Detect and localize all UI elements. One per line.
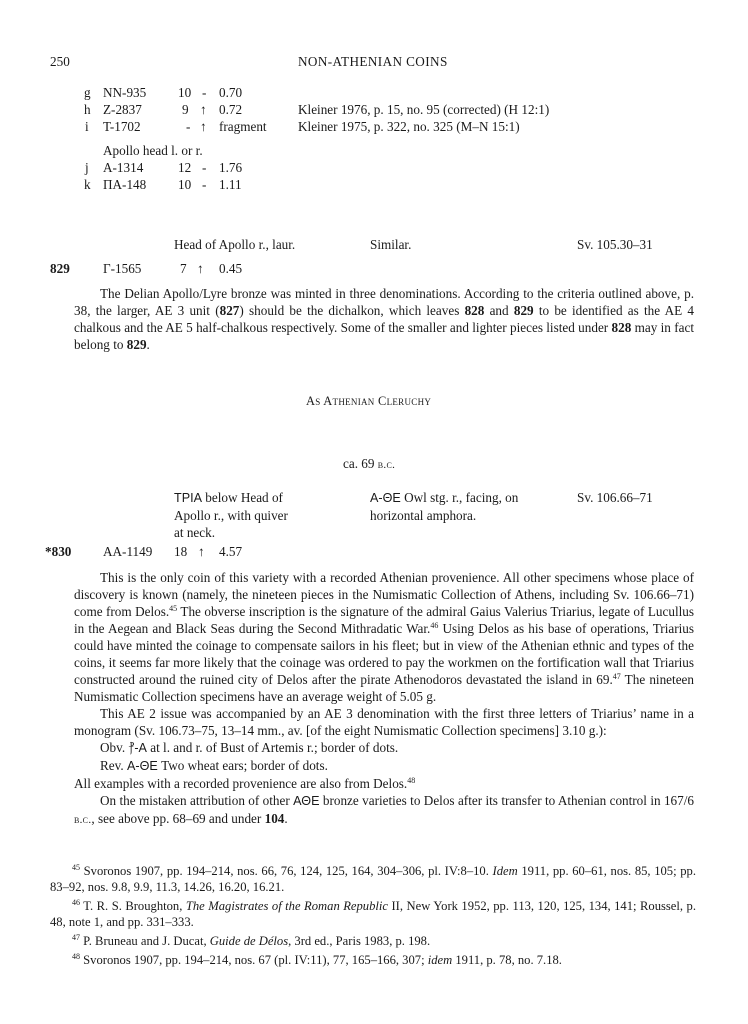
row-axis: - <box>186 119 191 134</box>
row-weight: 1.76 <box>219 160 243 175</box>
running-title: NON-ATHENIAN COINS <box>298 54 448 69</box>
row-id: Z-2837 <box>103 102 142 117</box>
row-letter: i <box>85 119 89 134</box>
row-id: NN-935 <box>103 85 147 100</box>
row-weight: 0.45 <box>219 261 243 276</box>
footnote-45: $^{45}$ Svoronos 1907, pp. 194–214, nos. 66, 76, 124, 125, 164, 304–306, pl. IV:8–10. Idem 1911, pp. 60–61, nos. 85, 105; pp. 83–92, nos. 9.8, 9.9, 11.3, 14.26, 16.20, 16.21. <box>50 863 696 894</box>
row-letter: g <box>84 85 91 100</box>
paragraph: On the mistaken attribution of other ΑΘΕ bronze varieties to Delos after its transfer to Athenian control in 167/6 b.c., see above pp. 68–69 and under 104. <box>74 793 694 826</box>
row-weight: 0.72 <box>219 102 243 117</box>
row-letter: h <box>84 102 91 117</box>
row-weight: fragment <box>219 119 267 134</box>
row-arrow: ↑ <box>200 119 207 134</box>
paragraph: This AE 2 issue was accompanied by an AE 3 denomination with the first three letters of Triarius’ name in a monogram (Sv. 106.73–75, 13–14 mm., av. [of the eight Numismatic Collection specimens] 3.10 g.): <box>74 706 694 738</box>
row-arrow: ↑ <box>197 261 204 276</box>
row-id: AA-1149 <box>103 544 153 559</box>
row-weight: 1.11 <box>219 177 242 192</box>
footnote-48: $^{48}$ Svoronos 1907, pp. 194–214, nos. 67 (pl. IV:11), 77, 165–166, 307; idem 1911, p. 78, no. 7.18. <box>72 952 562 967</box>
entry829-svoronos: Sv. 105.30–31 <box>577 237 653 252</box>
commentary-830 <box>74 569 694 829</box>
row-id: Γ-1565 <box>103 261 142 276</box>
row-arrow: - <box>202 160 207 175</box>
row-arrow: ↑ <box>198 544 205 559</box>
row-axis: 9 <box>182 102 189 117</box>
footnotes <box>50 863 696 971</box>
row-arrow: ↑ <box>200 102 207 117</box>
row-id: ΠΑ-148 <box>103 177 147 192</box>
entry-number: *830 <box>45 544 72 559</box>
row-arrow: - <box>202 177 207 192</box>
row-axis: 7 <box>180 261 187 276</box>
entry-number: 829 <box>50 261 70 276</box>
row-weight: 4.57 <box>219 544 243 559</box>
page-number: 250 <box>50 54 70 69</box>
row-weight: 0.70 <box>219 85 243 100</box>
row-letter: k <box>84 177 91 192</box>
row-reference: Kleiner 1975, p. 322, no. 325 (M–N 15:1) <box>298 119 520 134</box>
row-axis: 12 <box>178 160 192 175</box>
row-axis: 10 <box>178 177 192 192</box>
obverse-description: Obv. ⳨-Α at l. and r. of Bust of Artemis r.; border of dots. <box>100 740 399 755</box>
row-id: A-1314 <box>103 160 144 175</box>
row-arrow: - <box>202 85 207 100</box>
row-reference: Kleiner 1976, p. 15, no. 95 (corrected) (H 12:1) <box>298 102 550 117</box>
subhead-apollo: Apollo head l. or r. <box>103 143 203 158</box>
paragraph: All examples with a recorded provenience are also from Delos.$^{48}$ <box>74 776 416 791</box>
date-line: ca. 69 b.c. <box>343 456 396 471</box>
commentary-829 <box>74 285 694 353</box>
entry829-reverse: Similar. <box>370 237 412 252</box>
footnote-47: $^{47}$ P. Bruneau and J. Ducat, Guide de Délos, 3rd ed., Paris 1983, p. 198. <box>72 933 431 948</box>
entry829-obverse: Head of Apollo r., laur. <box>174 237 296 252</box>
section-title: As Athenian Cleruchy <box>306 394 432 408</box>
entry830-reverse: Α-ΘΕ Owl stg. r., facing, on horizontal amphora. <box>370 490 519 523</box>
paragraph: This is the only coin of this variety with a recorded Athenian provenience. All other specimens whose place of discovery is known (namely, the nineteen pieces in the Numismatic Collection of Athens, including Sv. 106.66–71) come from Delos.$^{45}$ The obverse inscription is the signature of the admiral Gaius Valerius Triarius, legate of Lucullus in the Aegean and Black Seas during the Second Mithradatic War.$^{46}$ Using Delos as his base of operations, Triarius could have minted the coinage to compensate sailors in his fleet; but in view of the Athenian ethnic and types of the coins, it seems far more likely that the coinage was ordered to pay the workmen on the fortification wall that Triarius constructed around the ruined city of Delos after the pirate Athenodoros devastated the island in 69.47 The nineteen Numismatic Collection specimens have an average weight of 5.05 g. <box>74 570 694 704</box>
entry830-obverse: TPIA below Head of Apollo r., with quiver at neck. <box>174 490 288 540</box>
row-axis: 18 <box>174 544 188 559</box>
row-id: T-1702 <box>103 119 141 134</box>
paragraph: The Delian Apollo/Lyre bronze was minted in three denominations. According to the criteria outlined above, p. 38, the larger, AE 3 unit (827) should be the dichalkon, which leaves 828 and 829 to be identified as the AE 4 chalkous and the AE 5 half-chalkous respectively. Some of the smaller and lighter pieces listed under 828 may in fact belong to 829. <box>74 286 694 352</box>
row-axis: 10 <box>178 85 192 100</box>
footnote-46: $^{46}$ T. R. S. Broughton, The Magistrates of the Roman Republic II, New York 1952, pp. 113, 120, 125, 134, 141; Roussel, p. 48, note 1, and pp. 331–333. <box>50 898 696 929</box>
reverse-description: Rev. Α-ΘΕ Two wheat ears; border of dots. <box>100 758 328 773</box>
row-letter: j <box>85 160 89 175</box>
entry830-svoronos: Sv. 106.66–71 <box>577 490 653 505</box>
